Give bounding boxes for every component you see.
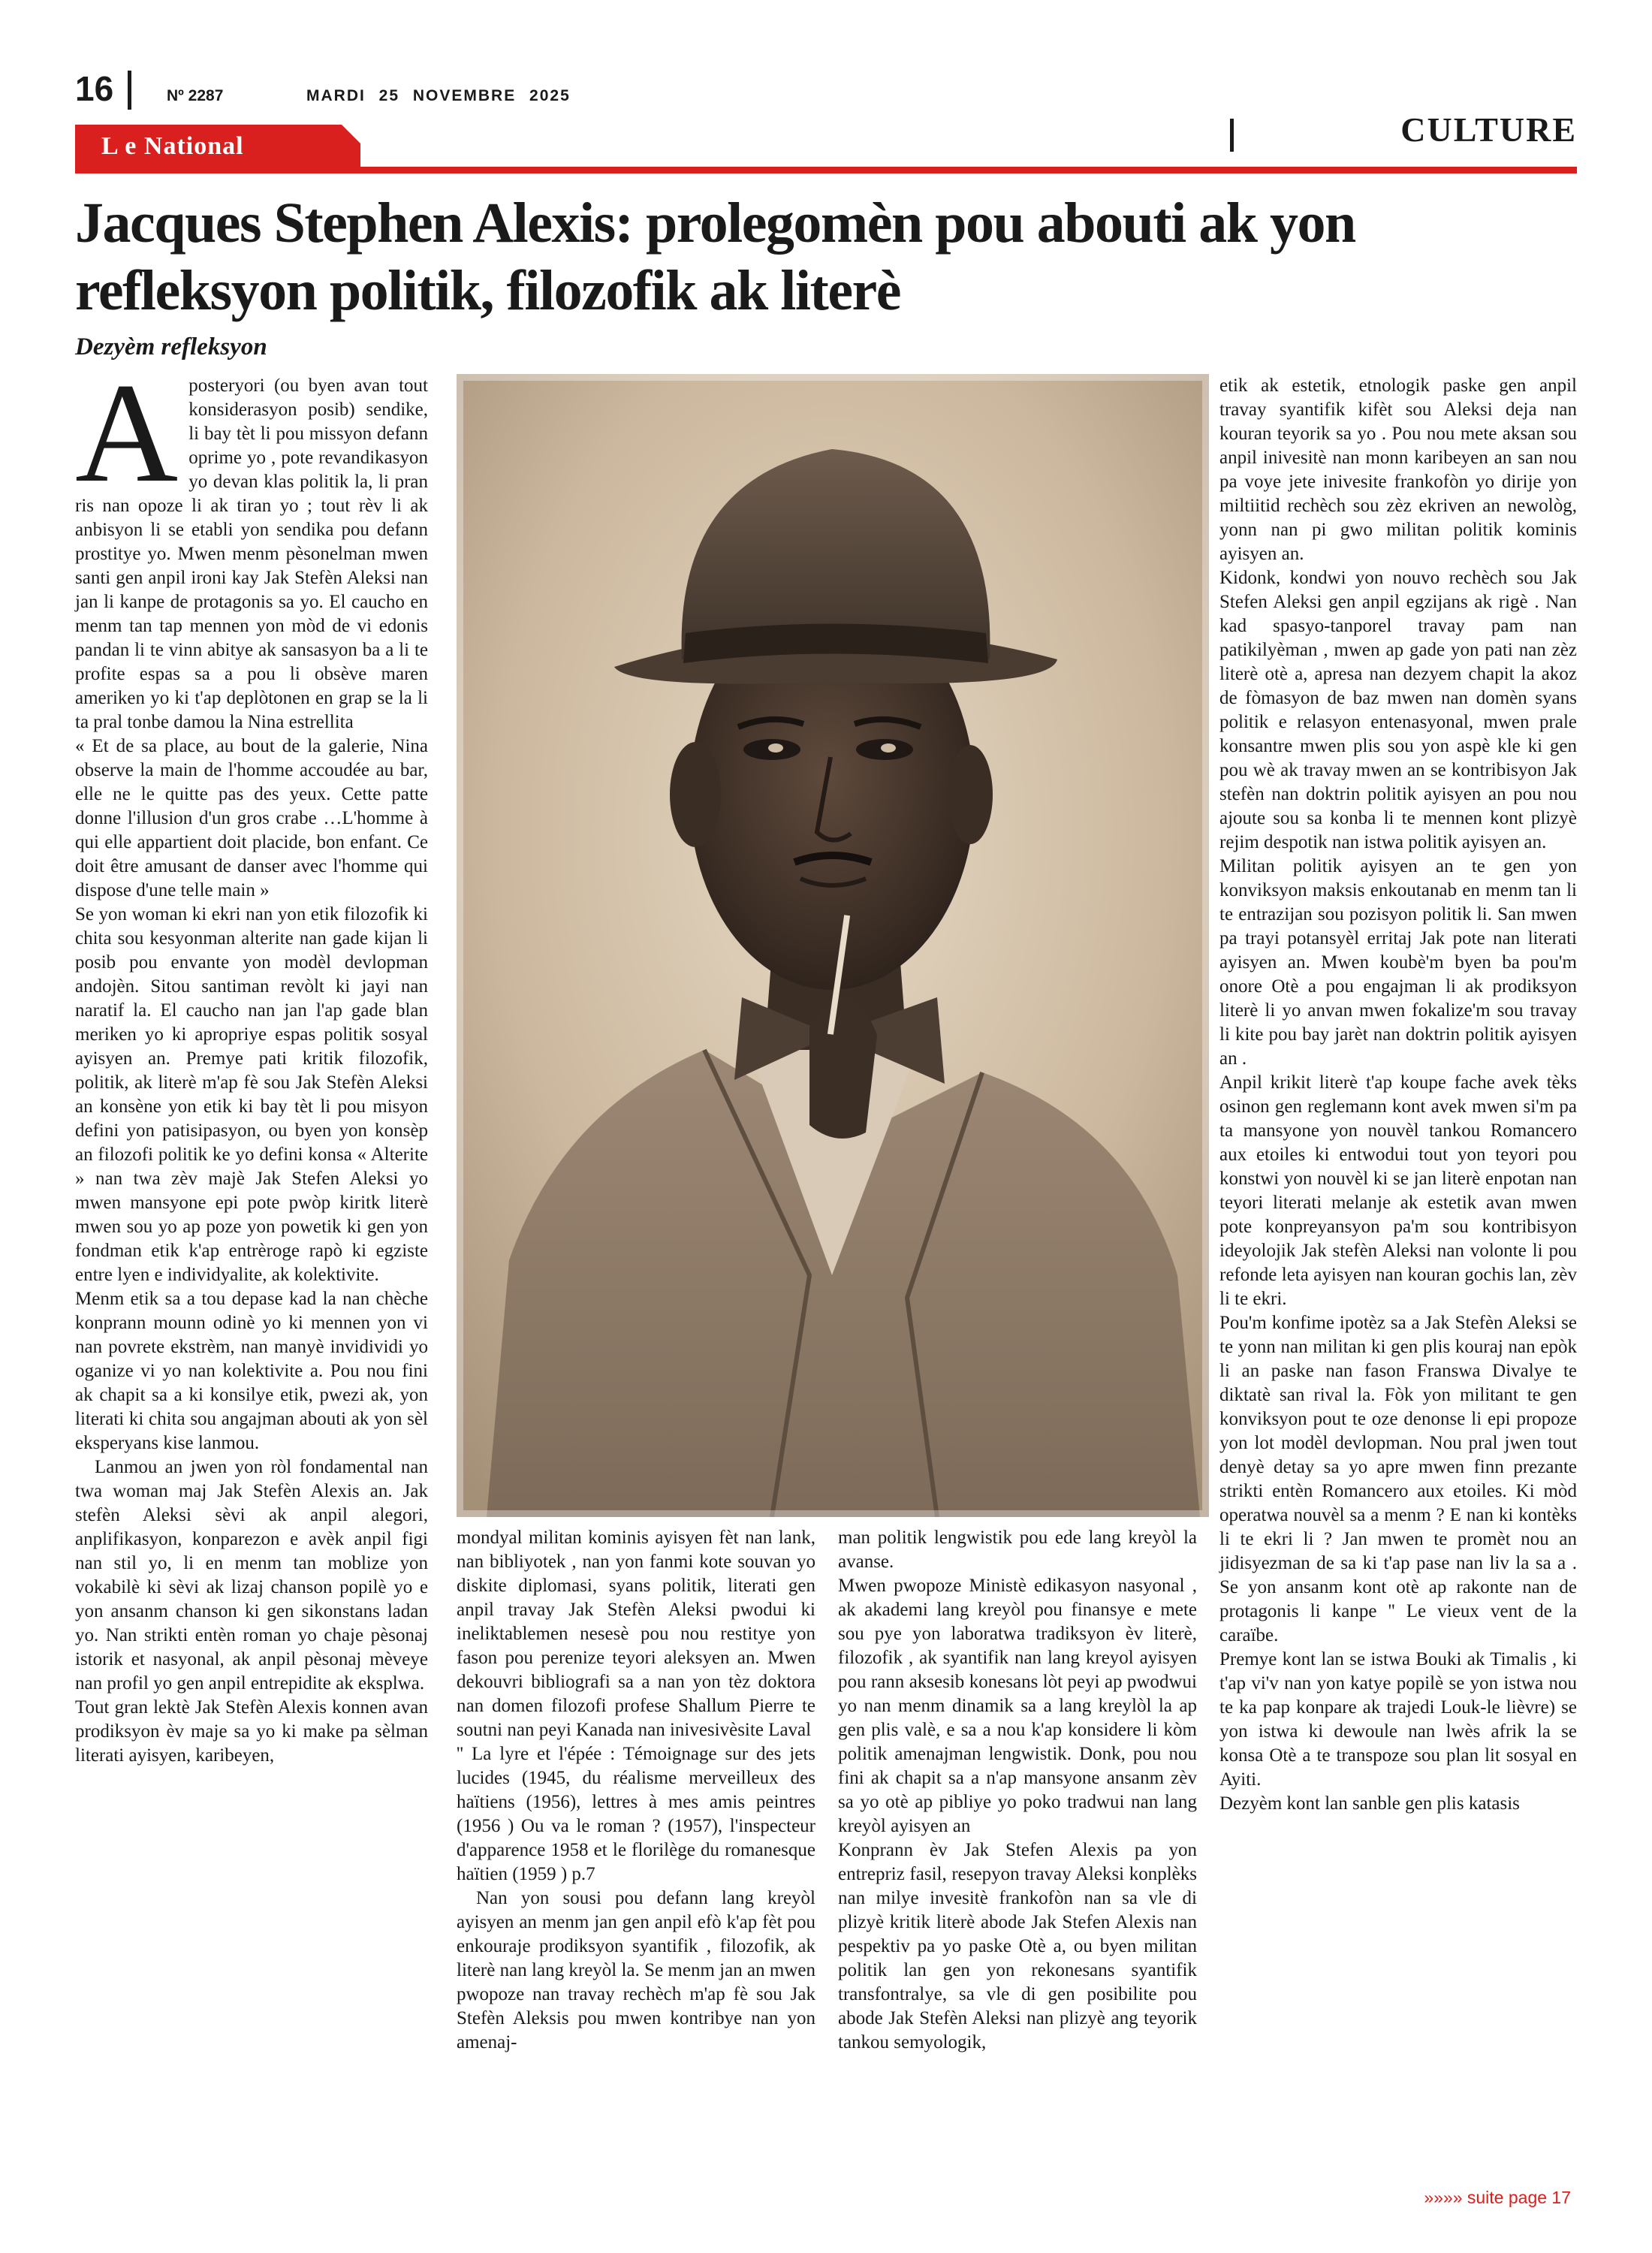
paragraph: Militan politik ayisyen an te gen yon konviksyon maksis enkoutanab en menm tan li te entrazijan sou pozisyon politik li. San mwen pa trayi potansyèl erritaj Jak pote nan literati ayisyen an. Mwen koubè'm byen ba pou'm onore Otè a pou engajman li ak prodiksyon literè li yo anvan mwen fokalize'm sou travay li kite pou bay jarèt nan doktrin politik ayisyen an .	[1219, 856, 1577, 1069]
quote-paragraph: « Et de sa place, au bout de la galerie, Nina observe la main de l'homme accoudée au bar, elle ne le quitte pas des yeux. Cette patte donne l'illusion d'un gros crabe …L'homme à qui elle appartient doit placide, bon enfant. Ce doit être amusant de danser avec l'homme qui dispose d'une telle main »	[75, 736, 428, 900]
paragraph: Mwen pwopoze Ministè edikasyon nasyonal , ak akademi lang kreyòl pou finansye e mete sou pye yon laboratwa tradiksyon èv literè, filozofik , ak syantifik nan lang kreyol ayisyen pou rann aksesib konesans lòt peyi ap pwodwui yo nan menm dinamik sa a lang kreylòl la ap gen plis valè, e sa a nou k'ap konsidere li kòm politik amenajman lengwistik. Donk, pou nou fini ak chapit sa a n'ap mansyone ansanm zèv sa yo otè ap pibliye yo poko tradwui nan lang kreyòl ayisyen an	[838, 1576, 1197, 1836]
drop-cap: A	[75, 354, 179, 512]
article-kicker: Dezyèm refleksyon	[75, 333, 267, 360]
paragraph: Menm etik sa a tou depase kad la nan chèche konprann mounn odinè yo ki mennen yon vi nan povrete ekstrèm, nan manyè invidividi yo oganize vi yo nan kolektivite a. Pou nou fini ak chapit sa a ki konsilye etik, pwezi ak, yon literati ki chita sou angajman abouti ak yon sèl eksperyans kise lanmou.	[75, 1289, 428, 1453]
paragraph: Anpil krikit literè t'ap koupe fache avek tèks osinon gen reglemann kont avek mwen si'm pa ta mansyone yon nouvèl tankou Romancero aux etoiles ki entwodui tout yon teyori pou konstwi yon nouvèl ki se jan literè enpotan nan teyori literati melanje ak estetik avan mwen pote konpreyansyon pa'm sou kontribisyon ideyolojik Jak stefèn Aleksi nan volonte li pou refonde leta ayisyen nan kouran gochis lan, zèv li te ekri.	[1219, 1072, 1577, 1309]
page-number: 16	[75, 69, 114, 108]
paragraph: Nan yon sousi pou defann lang kreyòl ayisyen an menm jan gen anpil efò k'ap fèt pou enkouraje prodiksyon syantifik , filozofik, ak literè nan lang kreyòl la. Se menm jan an mwen pwopoze nan travay rechèch m'ap fè sou Jak Stefèn Aleksis pou mwen kontribye nan yon amenaj-	[457, 1888, 815, 2052]
paragraph: mondyal militan kominis ayisyen fèt nan lank, nan bibliyotek , nan yon fanmi kote souvan yo diskite diplomasi, syans politik, literati gen anpil travay Jak Stefèn Aleksi pwodui ki ineliktablemen nesesè pou nou restitye yon fason pou perenize teyori aleksyen an. Mwen dekouvri bibliografi sa a nan yon tèz doktora nan domen filozofi profese Shallum Pierre te soutni nan peyi Kanada nan inivesivèsite Laval	[457, 1528, 815, 1740]
column-3	[838, 1526, 1197, 2055]
column-4	[1219, 374, 1577, 1816]
paragraph: Konprann èv Jak Stefen Alexis pa yon entrepriz fasil, resepyon travay Aleksi konplèks nan milye invesitè frankofòn nan sa vle di plizyè kritik literè abode Jak Stefen Alexis nan pespektiv pa yo paske Otè a, ou byen militan politik lan gen yon rekonesans syantifik transfontralye, sa vle di gen posibilite pou abode Jak Stefèn Aleksi nan plizyè ang teyorik tankou semyologik,	[838, 1840, 1197, 2052]
paragraph: Se yon woman ki ekri nan yon etik filozofik ki chita sou kesyonman alterite nan gade kijan li posib pou envante yon modèl devlopman andojèn. Sitou santiman revòlt ki jayi nan naratif la. El caucho nan jan l'ap gade blan meriken yo ki apropriye espas politik sosyal ayisyen an. Premye pati kritik filozofik, politik, ak literè m'ap fè sou Jak Stefèn Aleksi an konsène yon etik ki bay tèt li pou misyon defini yon patisipasyon, ou byen yon konsèp an filozofi politik ke yo defini konsa « Alterite » nan twa zèv majè Jak Stefen Aleksi yo mwen mansyone epi pote pwòp kiritk literè mwen sou yo ap poze yon powetik ki gen yon fondman etik k'ap entrèroge rapò ki egziste entre lyen e individyalite, ak kolektivite.	[75, 904, 428, 1285]
header-divider	[128, 71, 131, 110]
column-2	[457, 1526, 815, 2055]
paragraph: Kidonk, kondwi yon nouvo rechèch sou Jak Stefen Aleksi gen anpil egzijans ak rigè . Nan kad spasyo-tanporel travay pam nan patikilyèman , mwen ap gade yon pati nan zèz literè otè a, apresa nan dezyem chapit la akoz de fòmasyon de baz mwen nan domèn syans politik e relasyon entenasyonal, mwen prale konsantre mwen plis sou yon aspè kle ki gen pou wè ak travay mwen an se kontribisyon Jak stefèn nan doktrin politik ayisyen an pou nou ajoute sou sa konba li te mennen kont plizyè rejim despotik nan istwa politik ayisyen an.	[1219, 568, 1577, 852]
paragraph: etik ak estetik, etnologik paske gen anpil travay syantifik kifèt sou Aleksi deja nan kouran teyorik sa yo . Pou nou mete aksan sou anpil inivesitè nan monn karibeyen an san nou pa voye jete inivesite frankofòn yo dirije yon miltiitid rechèch sou zèz ekriven an newològ, yonn nan pi gwo militan politik kominis ayisyen an.	[1219, 376, 1577, 564]
paragraph: Premye kont lan se istwa Bouki ak Timalis , ki t'ap vi'v nan yon katye popilè se yon istwa nou te ka pap konpare ak trajedi Louk-le lièvre) se yon istwa ki dewoule nan lwès afrik la se konsa Otè a te transpoze sou plan lit sosyal en Ayiti.	[1219, 1649, 1577, 1790]
issue-number: Nº 2287	[167, 87, 224, 104]
paragraph: Pou'm konfime ipotèz sa a Jak Stefèn Aleksi se te yonn nan militan ki gen plis kouraj nan epòk li an paske nan fason Franswa Divalye te diktatè san rival la. Fòk yon militant te gen konviksyon pout te oze denonse li epi propoze yon lot modèl devlopman. Nou pral jwen tout denyè detay sa yo apre mwen finn prezante strikti entèn Romancero aux etoiles. Ki mòd operatwa nouvèl sa a menm ? E nan ki kontèks li te ekri li ? Jan mwen te promèt nou an jidisyezman de sa ki t'ap pase nan liv la sa a . Se yon ansanm kont otè ap rakonte nan de protagonis li kanpe '' Le vieux vent de la caraïbe.	[1219, 1313, 1577, 1645]
section-divider	[1230, 119, 1234, 152]
brand-label: L e National	[101, 132, 244, 160]
article-headline: Jacques Stephen Alexis: prolegomèn pou abouti ak yon refleksyon politik, filozofik ak literè	[75, 192, 1355, 322]
column-1	[75, 354, 428, 1768]
paragraph: Dezyèm kont lan sanble gen plis katasis	[1219, 1793, 1520, 1814]
paragraph: Tout gran lektè Jak Stefèn Alexis konnen avan prodiksyon èv maje sa yo ki make pa sèlman literati ayisyen, karibeyen,	[75, 1697, 428, 1766]
header-rule	[75, 167, 1577, 173]
continued-link[interactable]: »»»» suite page 17	[1424, 2188, 1571, 2207]
paragraph: Lanmou an jwen yon ròl fondamental nan twa woman maj Jak Stefèn Alexis an. Jak stefèn Aleksi sèvi ak anpil alegori, anplifikasyon, konparezon e avèk anpil figi nan stil yo, li en menm tan moblize yon vokabilè ki sèvi ak lizaj chanson popilè yo e yon ansanm chanson ki gen sikonstans ladan yo. Nan strikti entèn roman yo chaje pèsonaj istorik et nasyonal, ak anpil pèsonaj mèveye nan profil yo gen anpil entrepidite ak eksplwa.	[75, 1457, 428, 1694]
paragraph: '' La lyre et l'épée : Témoignage sur des jets lucides (1945, du réalisme merveilleux des haïtiens (1956), lettres à mes amis peintres (1956 ) Ou va le roman ? (1957), l'inspecteur d'apparence 1958 et le florilège du romanesque haïtien (1959 ) p.7	[457, 1744, 815, 1884]
paragraph: man politik lengwistik pou ede lang kreyòl la avanse.	[838, 1528, 1197, 1572]
section-label: CULTURE	[1400, 110, 1577, 149]
portrait-photo	[457, 374, 1209, 1517]
paragraph: posteryori (ou byen avan tout konsiderasyon posib) sendike, li bay tèt li pou missyon defann oprime yo , pote revandikasyon yo devan klas politik la, li pran ris nan opoze li ak tiran yo ; tout rèv li ak anbisyon li se etabli yon sendika pou defann prostitye yo. Mwen menm pèsonelman mwen santi gen anpil ironi kay Jak Stefèn Aleksi nan jan li kanpe de protagonis sa yo. El caucho en menm tan tap mennen yon mòd de vi edonis pandan li te vinn abitye ak sansasyon ba a li te profite espas sa a pou li obsève maren ameriken yo ki t'ap deplòtonen en grap se la li ta pral tonbe damou la Nina estrellita	[75, 376, 428, 732]
issue-date: MARDI 25 NOVEMBRE 2025	[306, 87, 571, 104]
